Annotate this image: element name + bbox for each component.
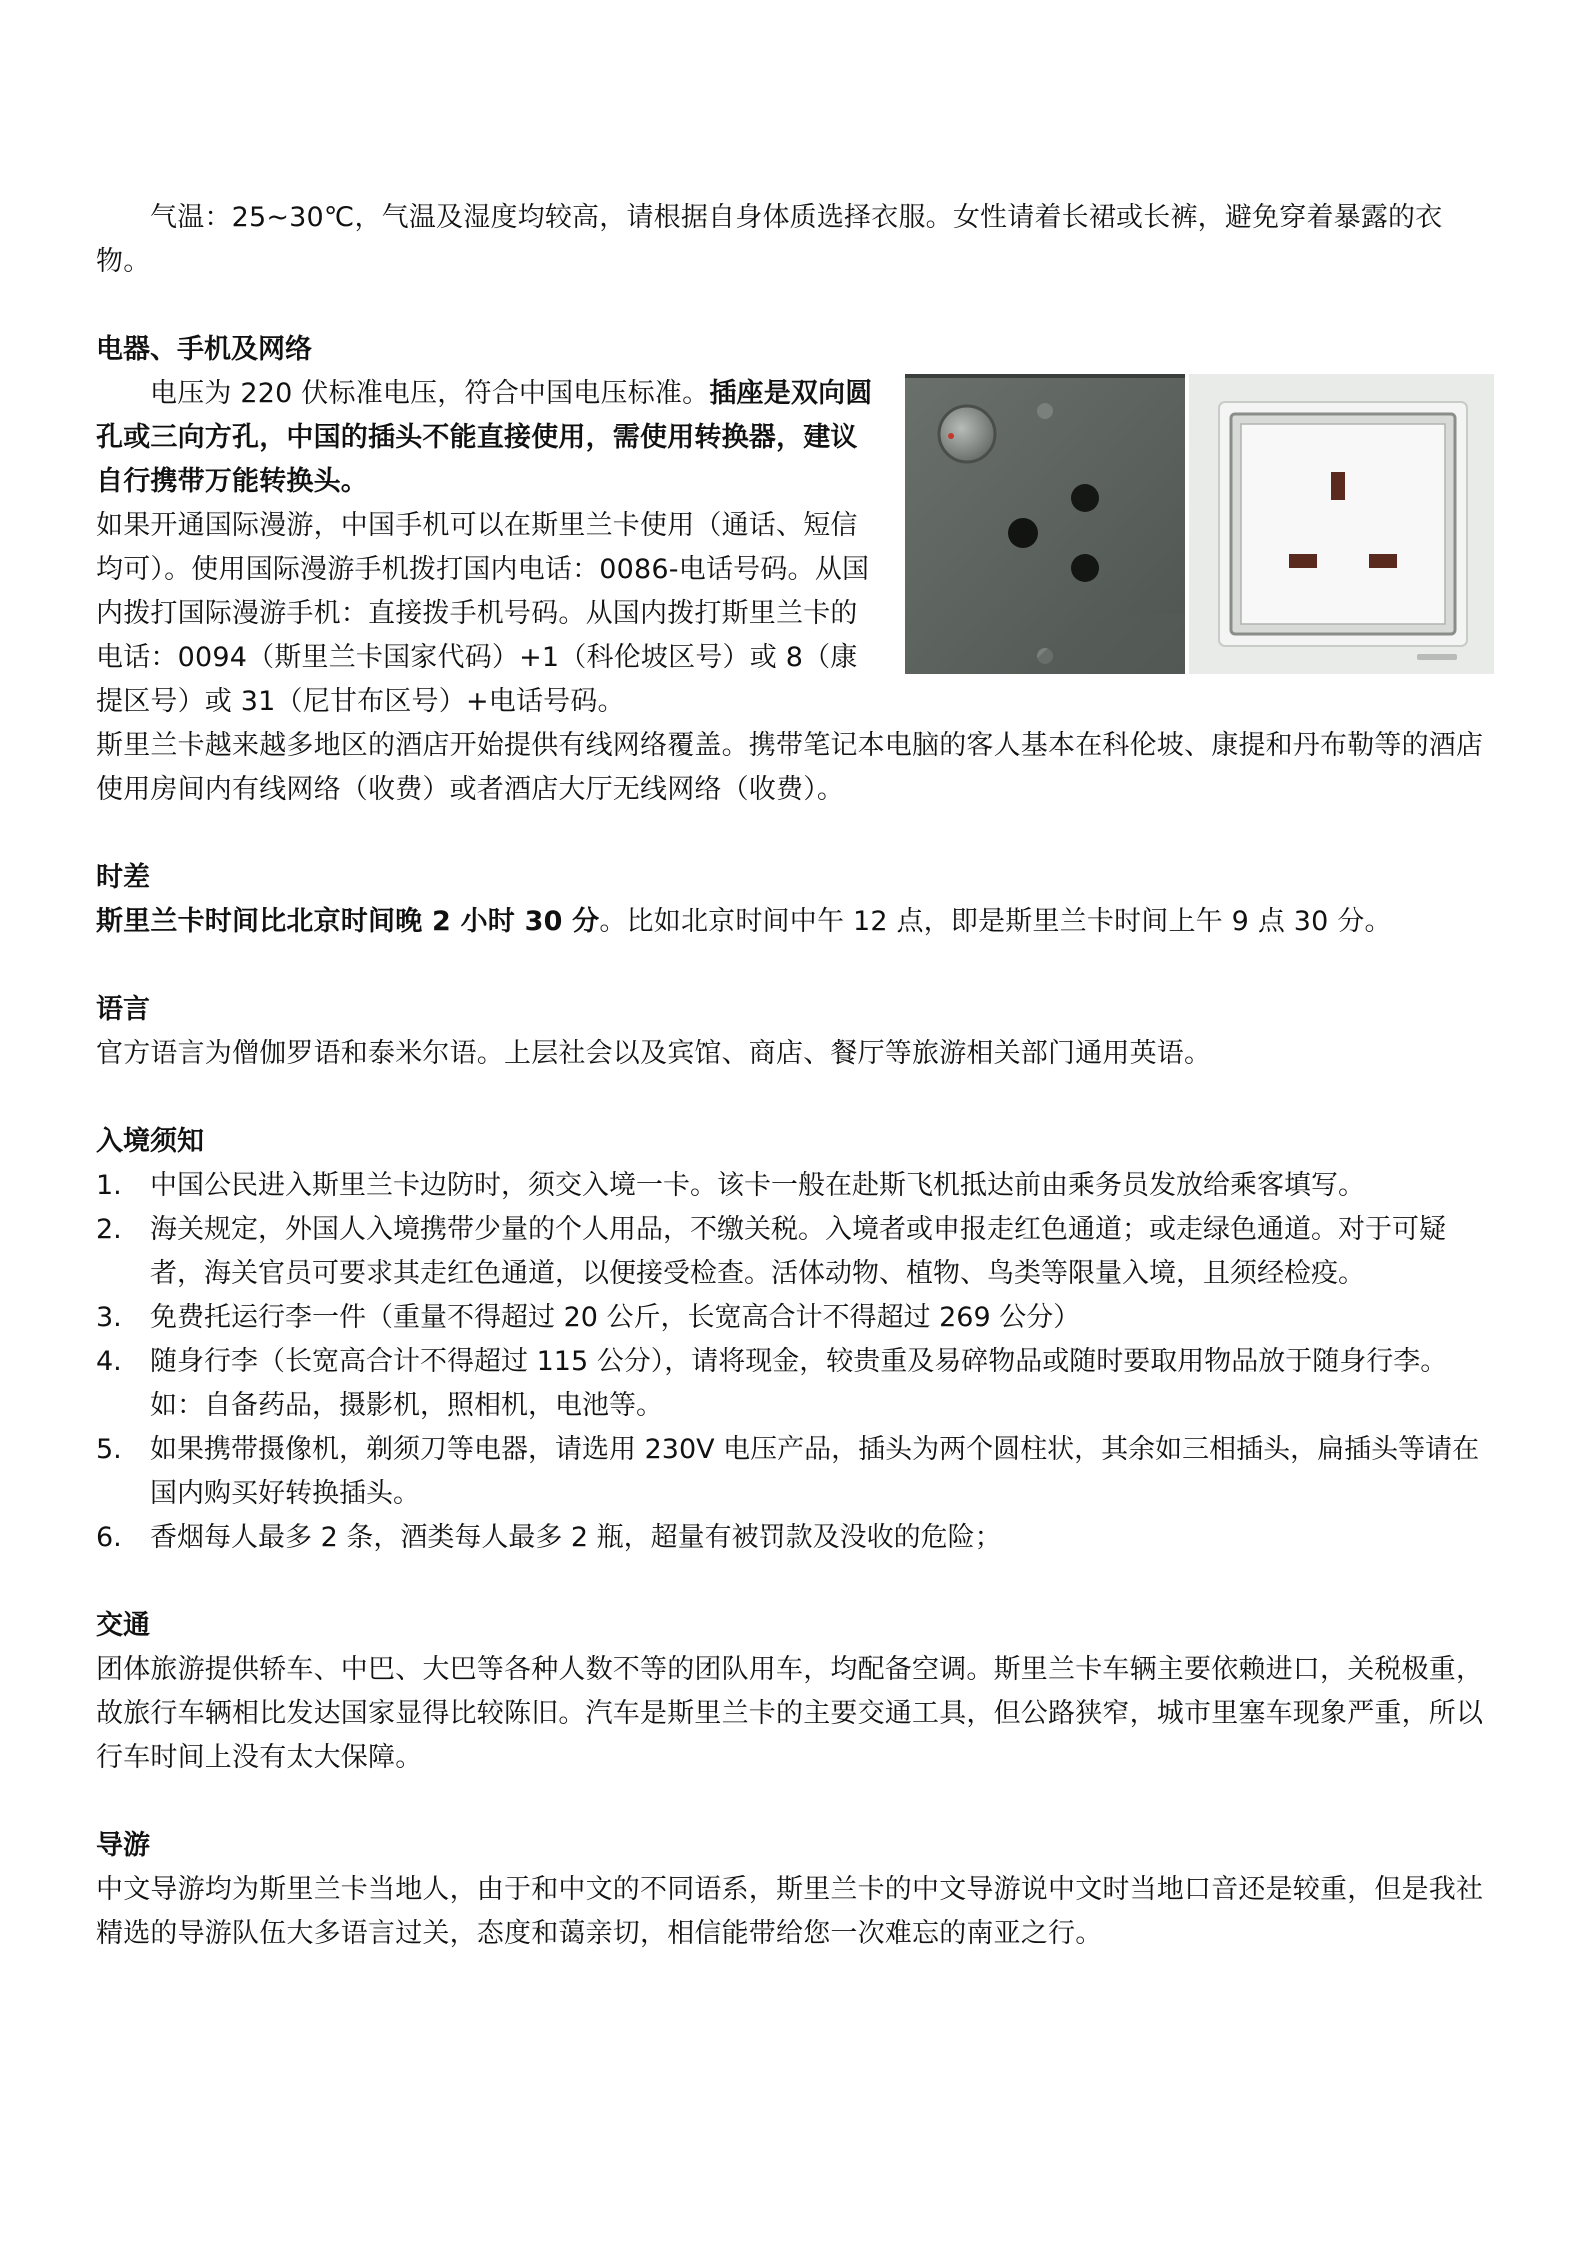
list-text: 如果携带摄像机，剃须刀等电器，请选用 230V 电压产品，插头为两个圆柱状，其余如三相插头，扁插头等请在国内购买好转换插头。 bbox=[150, 1434, 1480, 1509]
list-text: 免费托运行李一件（重量不得超过 20 公斤，长宽高合计不得超过 269 公分） bbox=[150, 1302, 1081, 1333]
voltage-paragraph bbox=[96, 372, 883, 504]
guide-paragraph: 中文导游均为斯里兰卡当地人，由于和中文的不同语系，斯里兰卡的中文导游说中文时当地口音还是较重，但是我社精选的导游队伍大多语言过关，态度和蔼亲切，相信能带给您一次难忘的南亚之行。 bbox=[96, 1874, 1484, 1949]
list-item bbox=[96, 1428, 1491, 1516]
electrical-section bbox=[96, 372, 1491, 724]
uk-socket-photo bbox=[1189, 374, 1494, 674]
list-item bbox=[96, 1340, 1491, 1428]
document-page bbox=[96, 196, 1491, 1956]
list-number: 6. bbox=[96, 1522, 122, 1553]
transport-paragraph: 团体旅游提供轿车、中巴、大巴等各种人数不等的团队用车，均配备空调。斯里兰卡车辆主要依赖进口，关税极重，故旅行车辆相比发达国家显得比较陈旧。汽车是斯里兰卡的主要交通工具，但公路狭窄，城市里塞车现象严重，所以行车时间上没有太大保障。 bbox=[96, 1654, 1484, 1773]
list-text: 随身行李（长宽高合计不得超过 115 公分），请将现金，较贵重及易碎物品或随时要取用物品放于随身行李。如：自备药品，摄影机，照相机，电池等。 bbox=[150, 1346, 1448, 1421]
list-number: 4. bbox=[96, 1346, 122, 1377]
list-text: 中国公民进入斯里兰卡边防时，须交入境一卡。该卡一般在赴斯飞机抵达前由乘务员发放给乘客填写。 bbox=[150, 1170, 1365, 1201]
list-number: 1. bbox=[96, 1170, 122, 1201]
language-paragraph: 官方语言为僧伽罗语和泰米尔语。上层社会以及宾馆、商店、餐厅等旅游相关部门通用英语。 bbox=[96, 1038, 1212, 1069]
timediff-paragraph bbox=[96, 900, 1491, 944]
entry-list bbox=[96, 1164, 1491, 1560]
timediff-rest: 。比如北京时间中午 12 点，即是斯里兰卡时间上午 9 点 30 分。 bbox=[599, 906, 1392, 937]
guide-heading: 导游 bbox=[96, 1830, 150, 1861]
list-text: 海关规定，外国人入境携带少量的个人用品，不缴关税。入境者或申报走红色通道；或走绿色通道。对于可疑者，海关官员可要求其走红色通道，以便接受检查。活体动物、植物、鸟类等限量入境，且须经检疫。 bbox=[150, 1214, 1446, 1289]
list-text: 香烟每人最多 2 条，酒类每人最多 2 瓶，超量有被罚款及没收的危险； bbox=[150, 1522, 1002, 1553]
network-paragraph: 斯里兰卡越来越多地区的酒店开始提供有线网络覆盖。携带笔记本电脑的客人基本在科伦坡、康提和丹布勒等的酒店使用房间内有线网络（收费）或者酒店大厅无线网络（收费）。 bbox=[96, 730, 1484, 805]
list-number: 5. bbox=[96, 1434, 122, 1465]
socket-photos bbox=[905, 374, 1494, 674]
roaming-paragraph: 如果开通国际漫游，中国手机可以在斯里兰卡使用（通话、短信均可）。使用国际漫游手机拨打国内电话：0086-电话号码。从国内拨打国际漫游手机：直接拨手机号码。从国内拨打斯里兰卡的电话：0094（斯里兰卡国家代码）+1（科伦坡区号）或 8（康提区号）或 31（尼甘布区号）+电话号码。 bbox=[96, 510, 870, 717]
socket-warning: 插座是双向圆孔或三向方孔，中国的插头不能直接使用，需使用转换器，建议自行携带万能转换头。 bbox=[96, 378, 873, 497]
list-number: 2. bbox=[96, 1214, 122, 1245]
electrical-heading: 电器、手机及网络 bbox=[96, 334, 312, 365]
timediff-heading: 时差 bbox=[96, 862, 150, 893]
list-number: 3. bbox=[96, 1302, 122, 1333]
voltage-intro: 电压为 220 伏标准电压，符合中国电压标准。 bbox=[150, 378, 710, 409]
round-pin-socket-photo bbox=[905, 374, 1185, 674]
weather-paragraph: 气温：25~30℃，气温及湿度均较高，请根据自身体质选择衣服。女性请着长裙或长裤，避免穿着暴露的衣物。 bbox=[96, 202, 1443, 277]
electrical-text-column bbox=[96, 372, 883, 724]
list-item bbox=[96, 1164, 1491, 1208]
entry-heading: 入境须知 bbox=[96, 1126, 204, 1157]
list-item bbox=[96, 1516, 1491, 1560]
timediff-bold: 斯里兰卡时间比北京时间晚 2 小时 30 分 bbox=[96, 906, 600, 937]
language-heading: 语言 bbox=[96, 994, 150, 1025]
transport-heading: 交通 bbox=[96, 1610, 150, 1641]
list-item bbox=[96, 1208, 1491, 1296]
list-item bbox=[96, 1296, 1491, 1340]
